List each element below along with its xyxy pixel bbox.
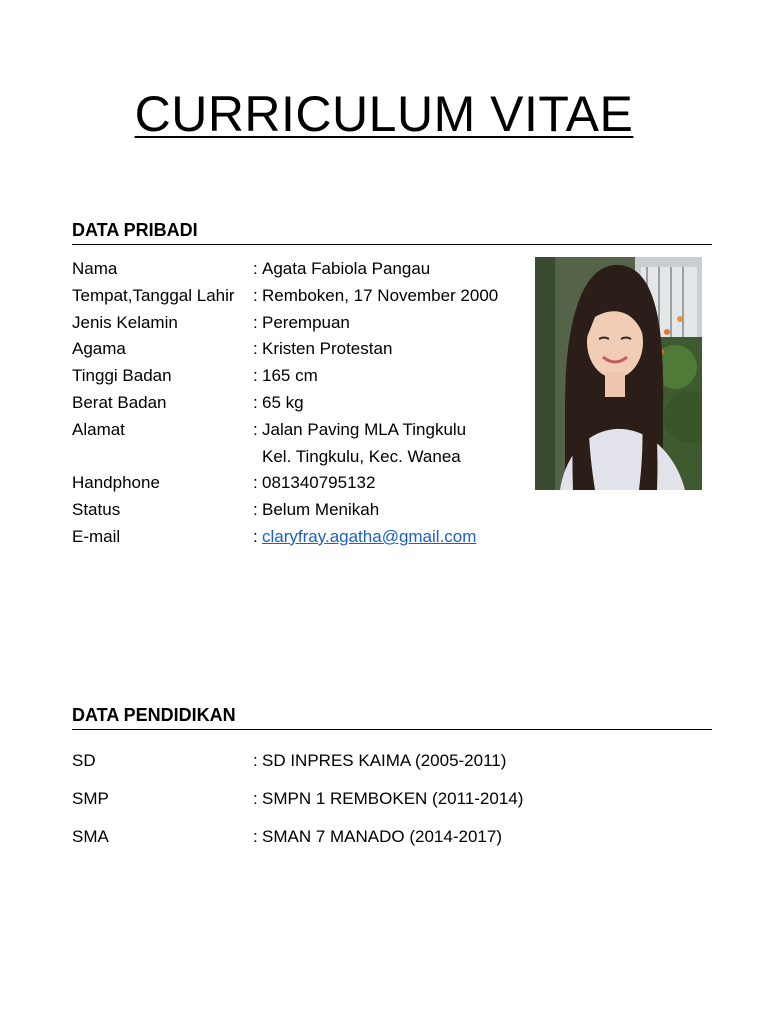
field-value: Kel. Tingkulu, Kec. Wanea	[262, 446, 461, 466]
field-value: Belum Menikah	[262, 500, 380, 520]
colon: :	[253, 285, 258, 305]
field-label: Tempat,Tanggal Lahir	[72, 285, 235, 305]
field-value: Perempuan	[262, 312, 350, 332]
row-sma	[72, 818, 672, 856]
row-berat-badan	[72, 390, 532, 417]
field-value: 165 cm	[262, 366, 318, 386]
field-value: Kristen Protestan	[262, 339, 393, 359]
field-value: Remboken, 17 November 2000	[262, 285, 499, 305]
field-label: Alamat	[72, 419, 125, 439]
field-label: Berat Badan	[72, 392, 167, 412]
colon: :	[253, 339, 258, 359]
field-label: SMP	[72, 789, 109, 808]
row-status	[72, 497, 532, 524]
section-heading-data-pribadi: DATA PRIBADI	[72, 218, 712, 245]
row-tinggi-badan	[72, 363, 532, 390]
colon: :	[253, 526, 258, 546]
row-alamat	[72, 417, 532, 444]
field-value: Agata Fabiola Pangau	[262, 259, 431, 278]
page-title: CURRICULUM VITAE	[134, 86, 634, 142]
row-tempat-tanggal-lahir	[72, 283, 532, 310]
profile-photo-illustration	[535, 257, 702, 490]
colon: :	[253, 751, 258, 770]
personal-data-list	[72, 256, 532, 551]
row-nama	[72, 256, 532, 283]
field-label: SD	[72, 751, 96, 770]
colon: :	[253, 392, 258, 412]
field-label: SMA	[72, 827, 109, 846]
field-label: Jenis Kelamin	[72, 312, 178, 332]
field-value: 65 kg	[262, 392, 304, 412]
field-value: SD INPRES KAIMA (2005-2011)	[262, 751, 507, 770]
row-alamat-line-2	[72, 444, 532, 471]
profile-photo	[535, 257, 702, 490]
row-handphone	[72, 470, 532, 497]
colon: :	[253, 259, 258, 278]
section-heading-data-pendidikan: DATA PENDIDIKAN	[72, 703, 712, 730]
colon: :	[253, 366, 258, 386]
field-label: Tinggi Badan	[72, 366, 172, 386]
colon: :	[253, 500, 258, 520]
colon: :	[253, 789, 258, 808]
row-email	[72, 524, 532, 551]
field-label	[72, 444, 253, 471]
email-link[interactable]: claryfray.agatha@gmail.com	[262, 526, 477, 546]
education-list	[72, 742, 672, 856]
field-value: 081340795132	[262, 473, 376, 493]
colon-spacer	[253, 444, 262, 471]
field-label: Status	[72, 500, 121, 520]
field-label: Agama	[72, 339, 126, 359]
colon: :	[253, 473, 258, 493]
row-sd	[72, 742, 672, 780]
field-value: Jalan Paving MLA Tingkulu	[262, 419, 467, 439]
row-smp	[72, 780, 672, 818]
row-agama	[72, 336, 532, 363]
field-value: SMPN 1 REMBOKEN (2011-2014)	[262, 789, 524, 808]
colon: :	[253, 419, 258, 439]
colon: :	[253, 827, 258, 846]
field-value: SMAN 7 MANADO (2014-2017)	[262, 827, 502, 846]
field-label: E-mail	[72, 526, 121, 546]
field-label: Handphone	[72, 473, 160, 493]
field-label: Nama	[72, 259, 118, 278]
row-jenis-kelamin	[72, 310, 532, 337]
colon: :	[253, 312, 258, 332]
